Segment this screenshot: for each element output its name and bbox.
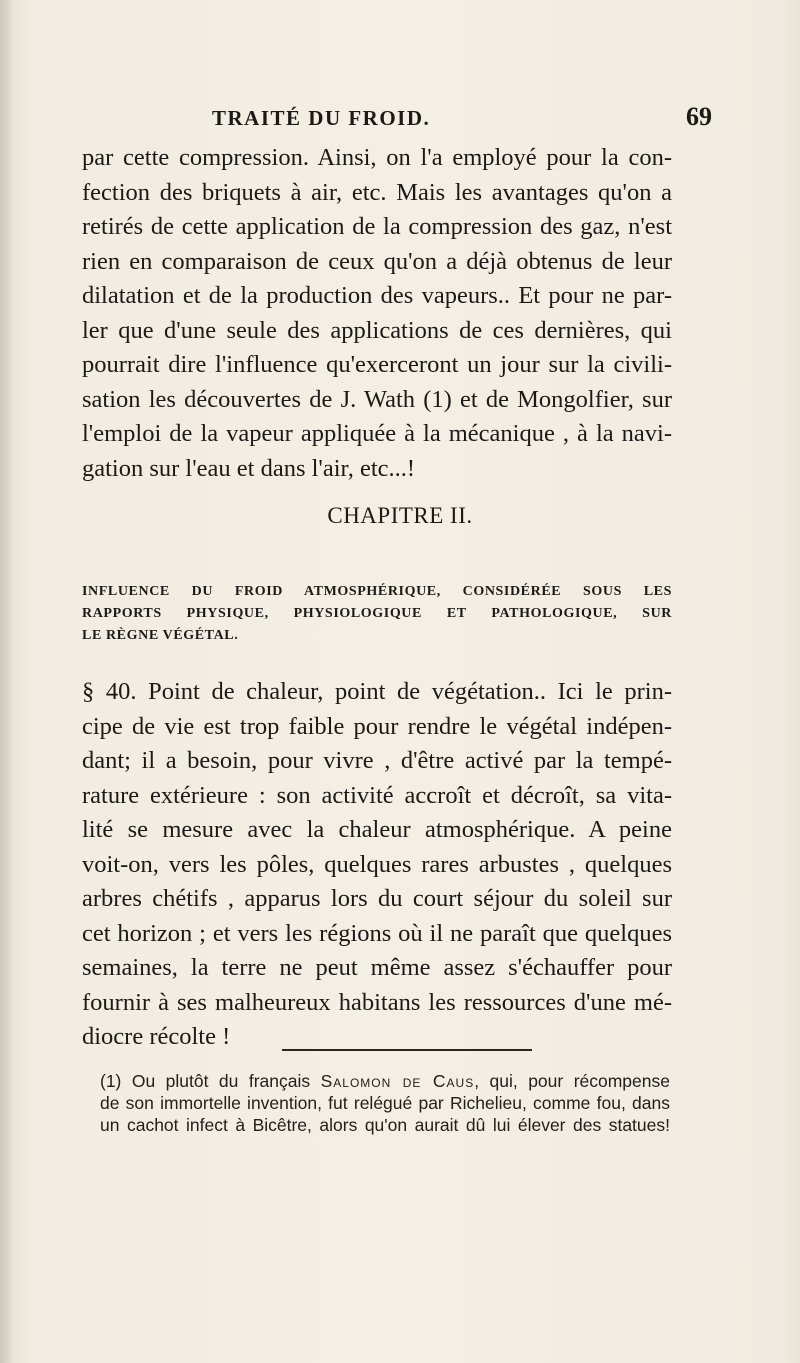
text-line: rien en comparaison de ceux qu'on a déjà obtenus de leur [82, 247, 672, 275]
text-line: semaines, la terre ne peut même assez s'échauffer pour [82, 954, 672, 981]
page-header [212, 98, 712, 138]
footnote-divider [282, 1049, 532, 1051]
text-line: l'emploi de la vapeur appliquée à la mécanique , à la navi- [82, 420, 672, 447]
footnote-text: , qui, pour récompense [474, 1071, 670, 1091]
text-line: diocre récolte ! [82, 1023, 231, 1050]
footnote-person-name: Salomon de Caus [320, 1071, 475, 1091]
text-line: gation sur l'eau et dans l'air, etc...! [82, 454, 416, 482]
heading-line: LE RÈGNE VÉGÉTAL. [82, 628, 239, 643]
binding-shadow [0, 0, 14, 1363]
text-line: ler que d'une seule des applications de ces dernières, qui [82, 316, 672, 344]
chapter-heading [82, 581, 672, 647]
footnote [100, 1070, 670, 1136]
footnote-line [100, 1070, 670, 1092]
text-line: rature extérieure : son activité accroît et décroît, sa vita- [82, 781, 672, 809]
text-line: fournir à ses malheureux habitans les ressources d'une mé- [82, 988, 672, 1016]
text-line: § 40. Point de chaleur, point de végétation.. Ici le prin- [82, 678, 672, 705]
heading-line: RAPPORTS PHYSIQUE, PHYSIOLOGIQUE ET PATHOLOGIQUE, SUR [82, 606, 672, 621]
footnote-line: un cachot infect à Bicêtre, alors qu'on aurait dû lui élever des statues! [100, 1115, 670, 1135]
text-line: cipe de vie est trop faible pour rendre le végétal indépen- [82, 712, 672, 740]
text-line: fection des briquets à air, etc. Mais les avantages qu'on a [82, 178, 672, 206]
heading-line: INFLUENCE DU FROID ATMOSPHÉRIQUE, CONSIDÉRÉE SOUS LES [82, 584, 672, 599]
paragraph-compression [82, 141, 672, 486]
text-line: cet horizon ; et vers les régions où il ne paraît que quelques [82, 919, 672, 947]
text-line: dant; il a besoin, pour vivre , d'être activé par la tempé- [82, 747, 672, 774]
footnote-line: de son immortelle invention, fut relégué par Richelieu, comme fou, dans [100, 1093, 670, 1113]
text-line: lité se mesure avec la chaleur atmosphérique. A peine [82, 816, 672, 843]
running-title: TRAITÉ DU FROID. [212, 106, 431, 130]
text-line: dilatation et de la production des vapeurs.. Et pour ne par- [82, 282, 672, 309]
chapter-title: CHAPITRE II. [327, 503, 473, 528]
text-line: voit-on, vers les pôles, quelques rares arbustes , quelques [82, 850, 672, 878]
page-number: 69 [686, 102, 712, 131]
text-line: par cette compression. Ainsi, on l'a employé pour la con- [82, 144, 672, 171]
text-line: pourrait dire l'influence qu'exerceront un jour sur la civili- [82, 351, 672, 378]
paragraph-section-40 [82, 675, 672, 1055]
text-line: arbres chétifs , apparus lors du court séjour du soleil sur [82, 885, 672, 912]
text-line: sation les découvertes de J. Wath (1) et de Mongolfier, sur [82, 385, 672, 413]
footnote-text: Ou plutôt du français [131, 1071, 311, 1091]
footnote-marker: (1) [100, 1071, 122, 1091]
text-line: retirés de cette application de la compression des gaz, n'est [82, 213, 672, 240]
